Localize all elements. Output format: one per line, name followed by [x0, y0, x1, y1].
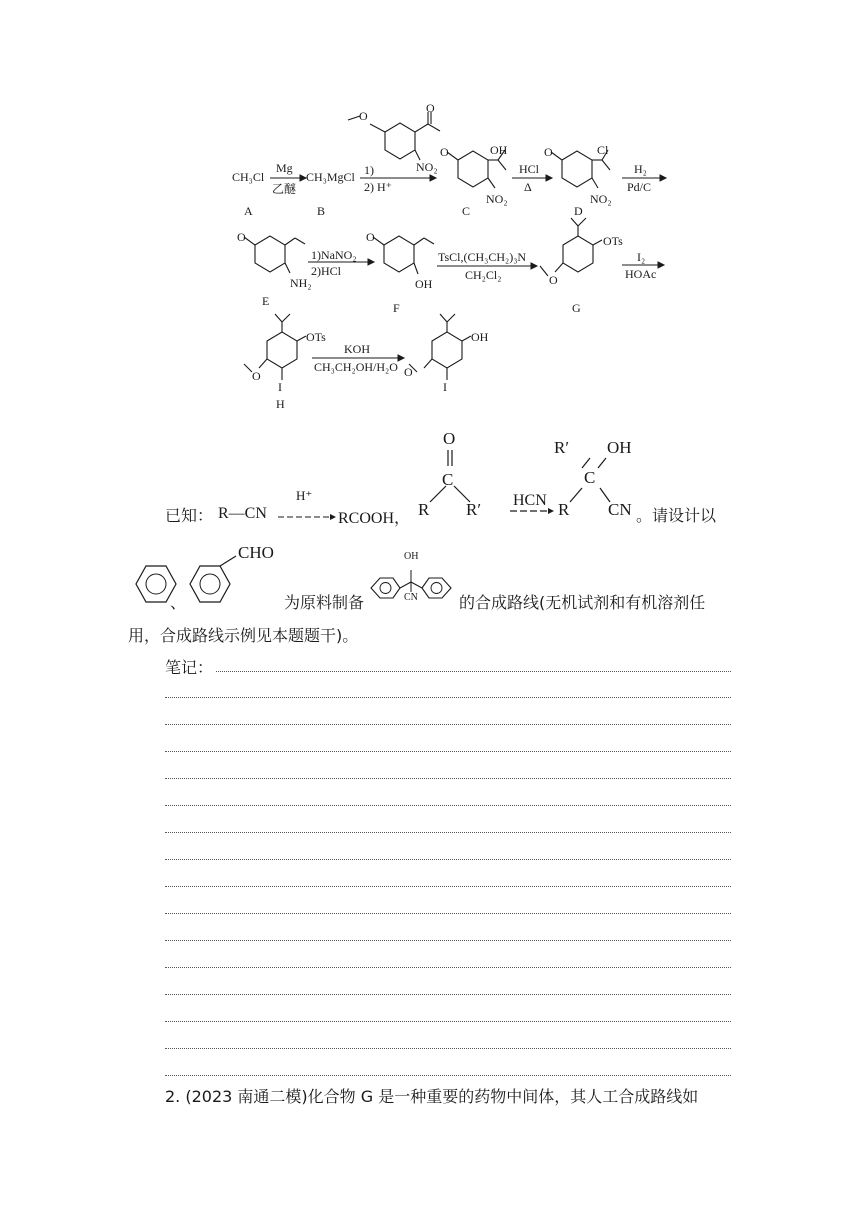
- cyano-cn: CN: [608, 500, 632, 519]
- note-line[interactable]: [165, 751, 731, 752]
- next-question: 2. (2023 南通二模)化合物 G 是一种重要的药物中间体，其人工合成路线如: [165, 1087, 699, 1106]
- o-c: O: [440, 145, 449, 159]
- question-mid: 为原料制备: [284, 593, 365, 612]
- note-line[interactable]: [165, 940, 731, 941]
- cho-label: CHO: [238, 543, 274, 562]
- i-product: I: [443, 380, 447, 394]
- tscl: TsCl,(CH₃CH₂)₃N: [438, 250, 527, 264]
- o-g: O: [549, 273, 558, 287]
- cyano-rp: R′: [554, 438, 570, 457]
- note-line[interactable]: [165, 859, 731, 860]
- scheme-labels: [0, 0, 860, 420]
- cyano-r: R: [558, 500, 570, 519]
- oh-c: OH: [490, 143, 508, 157]
- question-line2: 用，合成路线示例见本题题干)。: [128, 626, 359, 645]
- target-oh: OH: [404, 551, 419, 562]
- hcl: HCl: [519, 162, 540, 176]
- step2: 2) H⁺: [364, 180, 392, 194]
- no2-d: NO₂: [590, 192, 612, 206]
- ots-h: OTs: [306, 330, 326, 344]
- target-cn: CN: [404, 592, 418, 603]
- ketone-c: C: [442, 470, 454, 489]
- pdc: Pd/C: [627, 180, 652, 194]
- no2-c: NO₂: [486, 192, 508, 206]
- notes-label: 笔记：: [165, 658, 214, 677]
- nano2: 1)NaNO₂: [311, 248, 357, 262]
- ether-solvent: 乙醚: [272, 182, 297, 196]
- note-line[interactable]: [165, 1048, 731, 1049]
- koh: KOH: [344, 342, 370, 356]
- o-methoxy: O: [359, 109, 368, 123]
- no2-top: NO₂: [416, 160, 438, 174]
- note-line[interactable]: [165, 1021, 731, 1022]
- h2: H₂: [634, 162, 647, 176]
- note-line[interactable]: [165, 697, 731, 698]
- oh-product: OH: [471, 330, 489, 344]
- cyano-oh: OH: [607, 438, 632, 457]
- step1: 1): [364, 163, 374, 177]
- etoh: CH₃CH₂OH/H₂O: [314, 360, 398, 374]
- ketone-rp: R′: [466, 500, 482, 519]
- label-h: H: [276, 397, 285, 411]
- hoac: HOAc: [625, 267, 657, 281]
- nh2-e: NH₂: [290, 276, 312, 290]
- note-line[interactable]: [165, 913, 731, 914]
- ch2cl2: CH₂Cl₂: [465, 268, 502, 282]
- label-f: F: [393, 301, 400, 315]
- note-line[interactable]: [216, 671, 731, 672]
- acid-arrow: [278, 512, 336, 522]
- rcn: R—CN: [218, 505, 267, 522]
- i2: I₂: [637, 250, 646, 264]
- delta: Δ: [524, 180, 532, 194]
- ch3mgcl: CH₃MgCl: [306, 170, 355, 184]
- known-prefix: 已知：: [165, 506, 214, 525]
- rcooh: RCOOH，: [338, 510, 411, 527]
- hplus: H⁺: [296, 488, 313, 503]
- known-suffix: 。请设计以: [636, 506, 717, 525]
- note-line[interactable]: [165, 724, 731, 725]
- hcl2: 2)HCl: [311, 264, 341, 278]
- o-f: O: [366, 230, 375, 244]
- o-h: O: [252, 369, 261, 383]
- o-product: O: [404, 365, 413, 379]
- note-line[interactable]: [165, 994, 731, 995]
- o-d: O: [544, 145, 553, 159]
- note-line[interactable]: [165, 778, 731, 779]
- label-g: G: [572, 301, 581, 315]
- note-line[interactable]: [165, 967, 731, 968]
- ketone-r: R: [418, 500, 430, 519]
- hcn: HCN: [513, 492, 547, 509]
- i-h: I: [278, 380, 282, 394]
- separator: 、: [170, 593, 187, 612]
- question-tail: 的合成路线(无机试剂和有机溶剂任: [459, 593, 706, 612]
- label-a: A: [244, 204, 253, 218]
- label-c: C: [462, 204, 471, 218]
- oh-f: OH: [415, 277, 433, 291]
- note-line[interactable]: [165, 886, 731, 887]
- note-line[interactable]: [165, 805, 731, 806]
- ots-g: OTs: [603, 234, 623, 248]
- label-e: E: [262, 294, 270, 308]
- label-b: B: [317, 204, 326, 218]
- cl-d: Cl: [597, 143, 609, 157]
- cyano-c: C: [584, 468, 596, 487]
- o-e: O: [237, 230, 246, 244]
- o-ketone: O: [426, 101, 435, 115]
- mg-reagent: Mg: [276, 161, 293, 175]
- label-d: D: [574, 204, 583, 218]
- note-line[interactable]: [165, 1075, 731, 1076]
- ketone-o: O: [443, 429, 456, 448]
- ch3cl: CH₃Cl: [232, 170, 265, 184]
- note-line[interactable]: [165, 832, 731, 833]
